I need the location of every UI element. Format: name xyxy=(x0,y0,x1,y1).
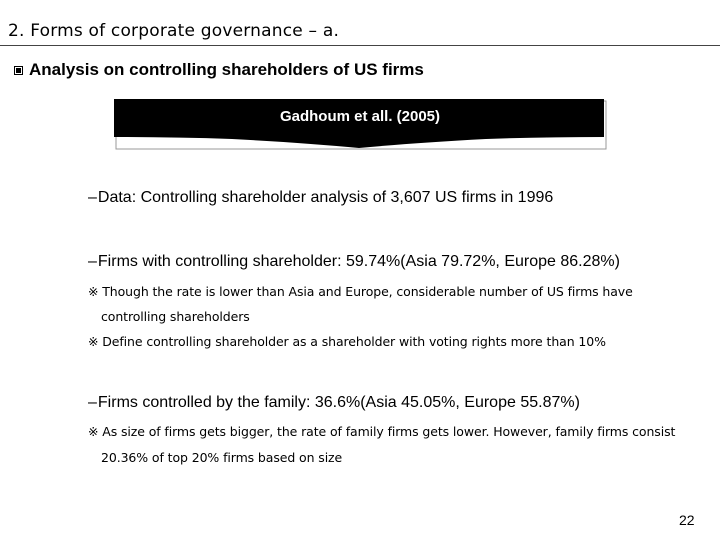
note-text: Define controlling shareholder as a shareholder with voting rights more than 10% xyxy=(102,334,606,349)
bullet-text: Firms controlled by the family: 36.6%(Asia 45.05%, Europe 55.87%) xyxy=(97,394,580,411)
bullet-text: Firms with controlling shareholder: 59.74%(Asia 79.72%, Europe 86.28%) xyxy=(97,253,620,270)
note-1 xyxy=(88,284,633,299)
note-1-continuation: controlling shareholders xyxy=(101,309,250,324)
square-bullet-icon xyxy=(14,66,23,75)
slide-title: 2. Forms of corporate governance – a. xyxy=(8,21,340,41)
reference-mark-icon: ※ xyxy=(88,424,99,439)
note-3 xyxy=(88,424,675,439)
bullet-data xyxy=(88,189,553,207)
note-3-continuation: 20.36% of top 20% firms based on size xyxy=(101,450,343,465)
note-text: Though the rate is lower than Asia and Europe, considerable number of US firms have xyxy=(102,284,633,299)
note-text: As size of firms gets bigger, the rate of family firms gets lower. However, family firms consist xyxy=(102,424,676,439)
dash-bullet-icon: – xyxy=(88,253,97,270)
note-2 xyxy=(88,334,606,349)
reference-mark-icon: ※ xyxy=(88,334,99,349)
dash-bullet-icon: – xyxy=(88,394,97,411)
reference-mark-icon: ※ xyxy=(88,284,99,299)
banner-text: Gadhoum et all. (2005) xyxy=(279,108,441,125)
title-divider xyxy=(0,45,720,46)
bullet-text: Data: Controlling shareholder analysis of 3,607 US firms in 1996 xyxy=(97,189,554,206)
source-banner xyxy=(112,99,608,151)
banner-shape xyxy=(112,99,608,151)
bullet-family-controlled xyxy=(88,394,580,412)
section-heading xyxy=(14,60,424,80)
section-heading-text: Analysis on controlling shareholders of US firms xyxy=(29,60,424,79)
dash-bullet-icon: – xyxy=(88,189,97,206)
page-number: 22 xyxy=(679,512,695,528)
bullet-controlling-shareholder xyxy=(88,253,620,271)
